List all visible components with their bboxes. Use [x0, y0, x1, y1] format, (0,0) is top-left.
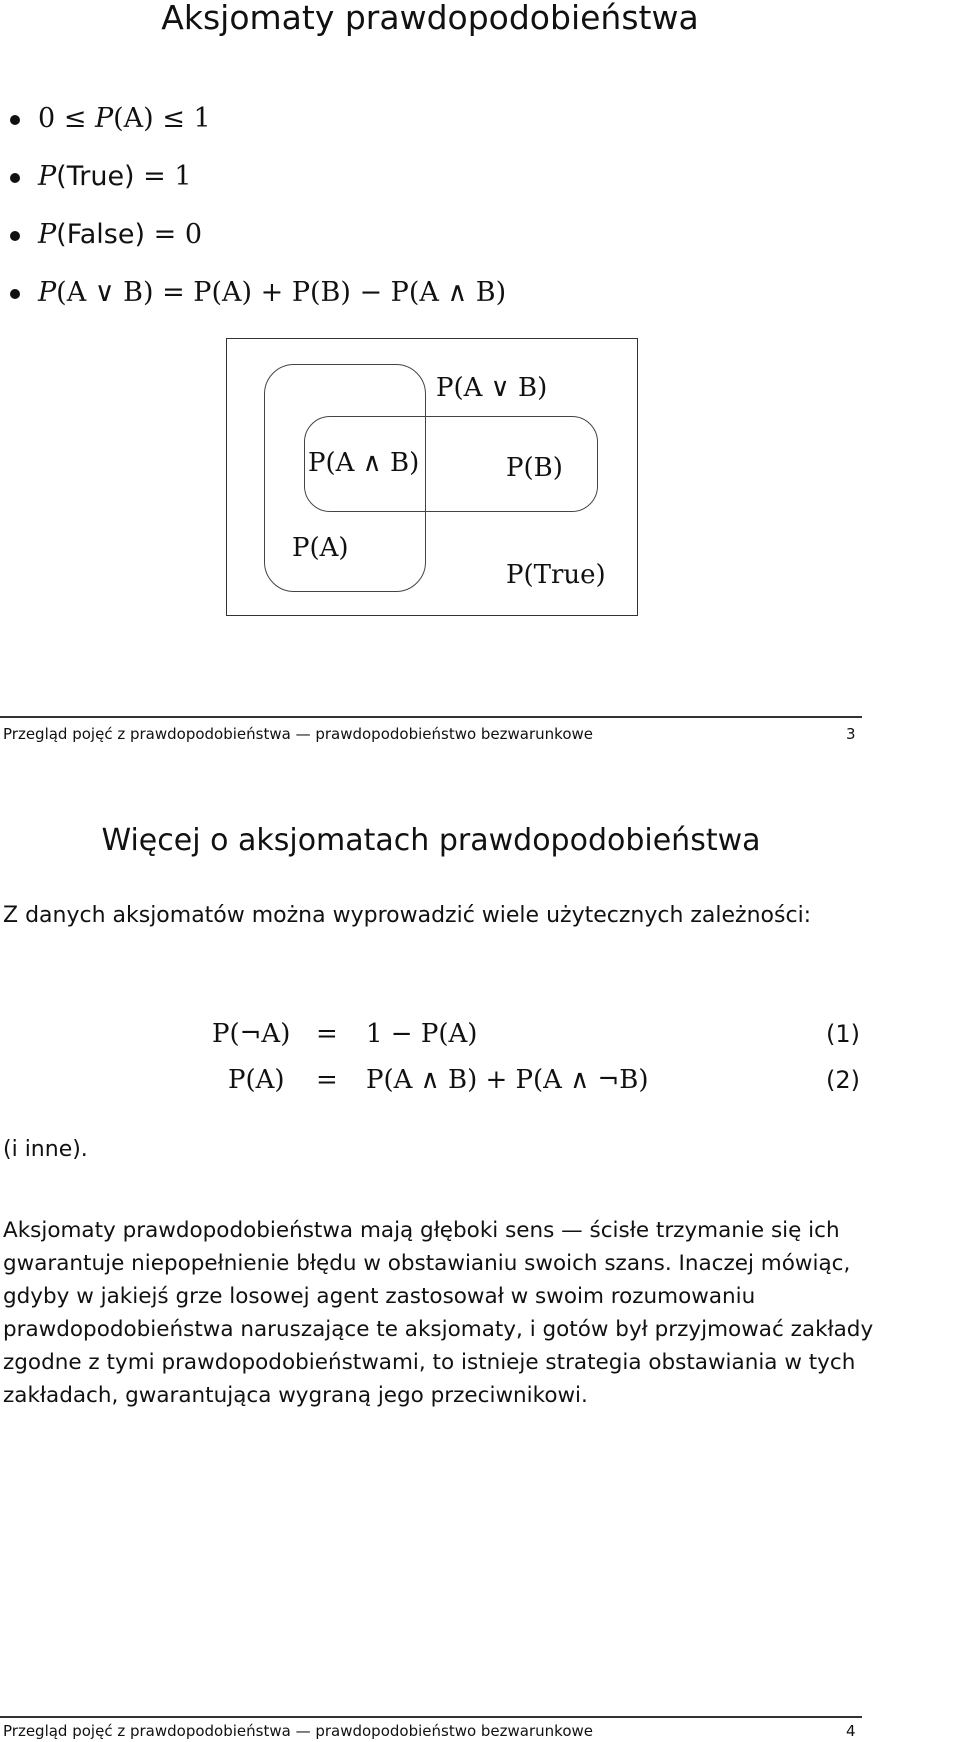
axiom-item: [10, 102, 506, 160]
footer-text: Przegląd pojęć z prawdopodobieństwa — prawdopodobieństwo bezwarunkowe: [3, 1722, 594, 1740]
axiom-arg: (False): [56, 219, 146, 250]
axiom-fn: P: [38, 161, 57, 192]
axiom-arg: (A): [113, 103, 154, 134]
axiom-list: [10, 102, 506, 334]
axiom-fn: P: [38, 219, 57, 250]
footer-text: Przegląd pojęć z prawdopodobieństwa — prawdopodobieństwo bezwarunkowe: [3, 725, 594, 743]
paragraph-line: prawdopodobieństwa naruszające te aksjomaty, i gotów był przyjmować zakłady: [3, 1317, 874, 1342]
explanation-paragraph: [3, 1214, 874, 1412]
axiom-item: P(A ∨ B) = P(A) + P(B) − P(A ∧ B): [10, 276, 506, 334]
footer-page-number: 4: [846, 1722, 856, 1740]
axiom-item: [10, 160, 506, 218]
venn-label-a-and-b: P(A ∧ B): [308, 448, 420, 478]
slide-title-more-axioms: Więcej o aksjomatach prawdopodobieństwa: [101, 823, 761, 858]
axiom-lower-bound: 0 ≤: [38, 103, 95, 134]
and-others-text: (i inne).: [3, 1137, 88, 1162]
equation-1-rel: =: [316, 1019, 338, 1049]
equation-2-number: (2): [826, 1066, 860, 1094]
axiom-value: = 0: [145, 219, 202, 250]
paragraph-line: gdyby w jakiejś grze losowej agent zastosował w swoim rozumowaniu: [3, 1284, 756, 1309]
venn-label-b: P(B): [506, 453, 563, 483]
slide-title-axioms: Aksjomaty prawdopodobieństwa: [161, 0, 699, 37]
equation-1-number: (1): [826, 1020, 860, 1048]
axiom-value: = 1: [134, 161, 192, 192]
paragraph-line: zakładach, gwarantująca wygraną jego przeciwnikowi.: [3, 1383, 588, 1408]
axiom-union-expr: (A ∨ B) = P(A) + P(B) − P(A ∧ B): [56, 277, 507, 308]
axiom-arg: (True): [56, 161, 135, 192]
footer-divider: [0, 716, 862, 718]
footer-page-number: 3: [846, 725, 856, 743]
paragraph-line: zgodne z tymi prawdopodobieństwami, to istnieje strategia obstawiania w tych: [3, 1350, 856, 1375]
equation-2-rel: =: [316, 1065, 338, 1095]
venn-label-a-or-b: P(A ∨ B): [436, 373, 548, 403]
paragraph-line: gwarantuje niepopełnienie błędu w obstawianiu swoich szans. Inaczej mówiąc,: [3, 1251, 851, 1276]
axiom-fn: P: [94, 103, 114, 134]
axiom-upper-bound: ≤ 1: [153, 103, 211, 134]
equation-1-rhs: 1 − P(A): [366, 1019, 478, 1049]
venn-label-true: P(True): [506, 560, 606, 590]
equation-2-lhs: P(A): [228, 1065, 285, 1095]
axiom-item: [10, 218, 506, 276]
equation-1-lhs: P(¬A): [212, 1019, 291, 1049]
equation-2-rhs: P(A ∧ B) + P(A ∧ ¬B): [366, 1065, 649, 1095]
footer-divider: [0, 1716, 862, 1718]
paragraph-line: Aksjomaty prawdopodobieństwa mają głęboki sens — ścisłe trzymanie się ich: [3, 1218, 840, 1243]
venn-label-a: P(A): [292, 533, 349, 563]
intro-text: Z danych aksjomatów można wyprowadzić wiele użytecznych zależności:: [3, 903, 812, 928]
